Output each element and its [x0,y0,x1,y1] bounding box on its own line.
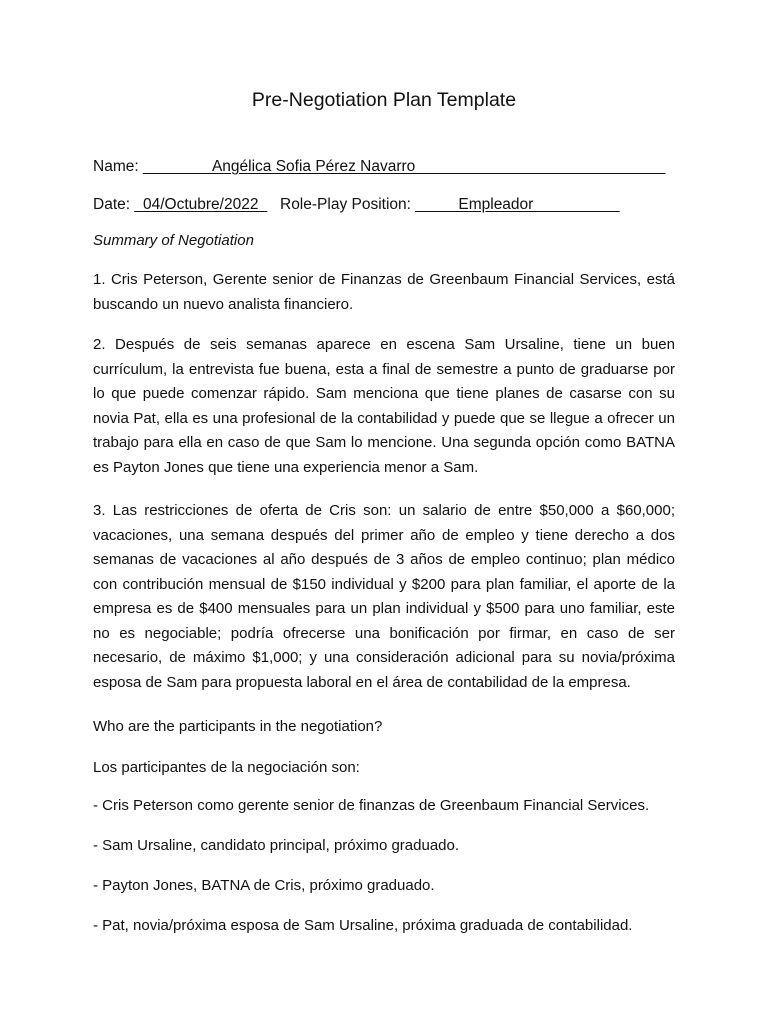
position-label: Role-Play Position: [267,196,416,213]
summary-paragraph-2: 2. Después de seis semanas aparece en escena Sam Ursaline, tiene un buen currículum, la entrevista fue buena, esta a final de semestre a punto de graduarse por lo que puede comenzar rápido. Sam menciona que tiene planes de casarse con su novia Pat, ella es una profesional de la contabilidad y puede que se llegue a ofrecer un trabajo para ella en caso de que Sam lo mencione. Una segunda opción como BATNA es Payton Jones que tiene una experiencia menor a Sam. [93,336,675,476]
date-value: _04/Octubre/2022_ [134,196,268,213]
position-prefix-blank: _____ [415,196,459,213]
summary-paragraph-3: 3. Las restricciones de oferta de Cris son: un salario de entre $50,000 a $60,000; vacaciones, una semana después del primer año de empleo y tiene derecho a dos semanas de vacaciones al año después de 3 años de empleo continuo; plan médico con contribución mensual de $150 individual y $200 para plan familiar, el aporte de la empresa es de $400 mensuales para un plan individual y $500 para uno familiar, este no es negociable; podría ofrecerse una bonificación por firmar, en caso de ser necesario, de máximo $1,000; y una consideración adicional para su novia/próxima esposa de Sam para propuesta laboral en el área de contabilidad de la empresa. [93,502,675,691]
date-label: Date: [93,196,135,213]
name-label: Name: [93,158,143,175]
participant-item: - Pat, novia/próxima esposa de Sam Ursaline, próxima graduada de contabilidad. [93,917,633,934]
summary-paragraph-1: 1. Cris Peterson, Gerente senior de Finanzas de Greenbaum Financial Services, está buscando un nuevo analista financiero. [93,271,675,313]
name-prefix-blank: ________ [142,158,212,175]
position-suffix-blank: __________ [533,196,620,213]
position-value: Empleador [458,196,534,213]
summary-heading: Summary of Negotiation [93,232,254,249]
name-suffix-blank: _____________________________ [415,158,666,175]
participant-item: - Payton Jones, BATNA de Cris, próximo graduado. [93,877,435,894]
name-field [93,157,665,177]
participants-question: Who are the participants in the negotiation? [93,718,383,735]
participant-item: - Cris Peterson como gerente senior de finanzas de Greenbaum Financial Services. [93,797,650,814]
date-position-field [93,195,620,215]
name-value: Angélica Sofia Pérez Navarro [211,158,416,175]
participants-intro: Los participantes de la negociación son: [93,759,360,776]
document-page [93,0,675,1024]
participant-item: - Sam Ursaline, candidato principal, próximo graduado. [93,837,460,854]
document-title: Pre-Negotiation Plan Template [251,89,517,111]
